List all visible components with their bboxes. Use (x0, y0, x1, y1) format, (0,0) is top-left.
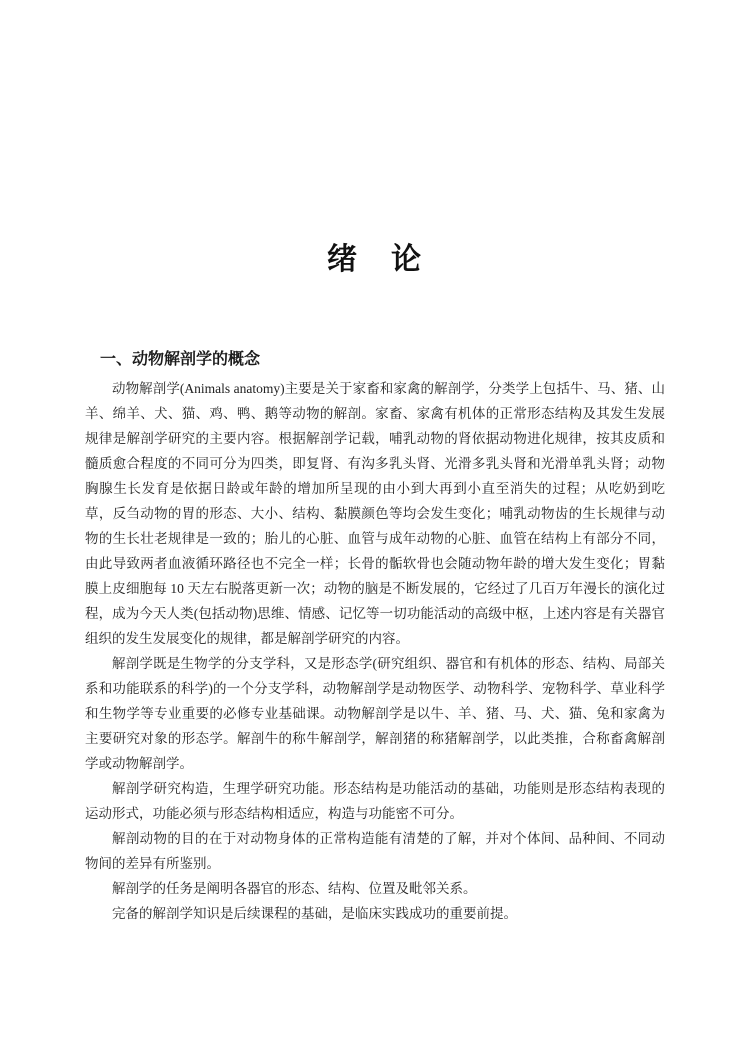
paragraph-3: 解剖学研究构造，生理学研究功能。形态结构是功能活动的基础，功能则是形态结构表现的运动形式，功能必须与形态结构相适应，构造与功能密不可分。 (85, 781, 665, 821)
body-text (85, 376, 665, 926)
paragraph-1: 动物解剖学(Animals anatomy)主要是关于家畜和家禽的解剖学，分类学上包括牛、马、猪、山羊、绵羊、犬、猫、鸡、鸭、鹅等动物的解剖。家畜、家禽有机体的正常形态结构及其发生发展规律是解剖学研究的主要内容。根据解剖学记载，哺乳动物的肾依据动物进化规律，按其皮质和髓质愈合程度的不同可分为四类，即复肾、有沟多乳头肾、光滑多乳头肾和光滑单乳头肾；动物胸腺生长发育是依据日龄或年龄的增加所呈现的由小到大再到小直至消失的过程；从吃奶到吃草，反刍动物的胃的形态、大小、结构、黏膜颜色等均会发生变化；哺乳动物齿的生长规律与动物的生长壮老规律是一致的；胎儿的心脏、血管与成年动物的心脏、血管在结构上有部分不同，由此导致两者血液循环路径也不完全一样；长骨的骺软骨也会随动物年龄的增大发生变化；胃黏膜上皮细胞每 10 天左右脱落更新一次；动物的脑是不断发展的，它经过了几百万年漫长的演化过程，成为今天人类(包括动物)思维、情感、记忆等一切功能活动的高级中枢，上述内容是有关器官组织的发生发展变化的规律，都是解剖学研究的内容。 (85, 381, 665, 646)
section-heading: 一、动物解剖学的概念 (100, 351, 261, 368)
paragraph-6: 完备的解剖学知识是后续课程的基础，是临床实践成功的重要前提。 (112, 906, 517, 921)
paragraph-4: 解剖动物的目的在于对动物身体的正常构造能有清楚的了解，并对个体间、品种间、不同动物间的差异有所鉴别。 (85, 831, 665, 871)
paragraph-5: 解剖学的任务是阐明各器官的形态、结构、位置及毗邻关系。 (112, 881, 477, 896)
paragraph-2: 解剖学既是生物学的分支学科，又是形态学(研究组织、器官和有机体的形态、结构、局部关系和功能联系的科学)的一个分支学科，动物解剖学是动物医学、动物科学、宠物科学、草业科学和生物学等专业重要的必修专业基础课。动物解剖学是以牛、羊、猪、马、犬、猫、兔和家禽为主要研究对象的形态学。解剖牛的称牛解剖学，解剖猪的称猪解剖学，以此类推，合称畜禽解剖学或动物解剖学。 (85, 656, 665, 771)
chapter-title: 绪 论 (327, 243, 423, 276)
